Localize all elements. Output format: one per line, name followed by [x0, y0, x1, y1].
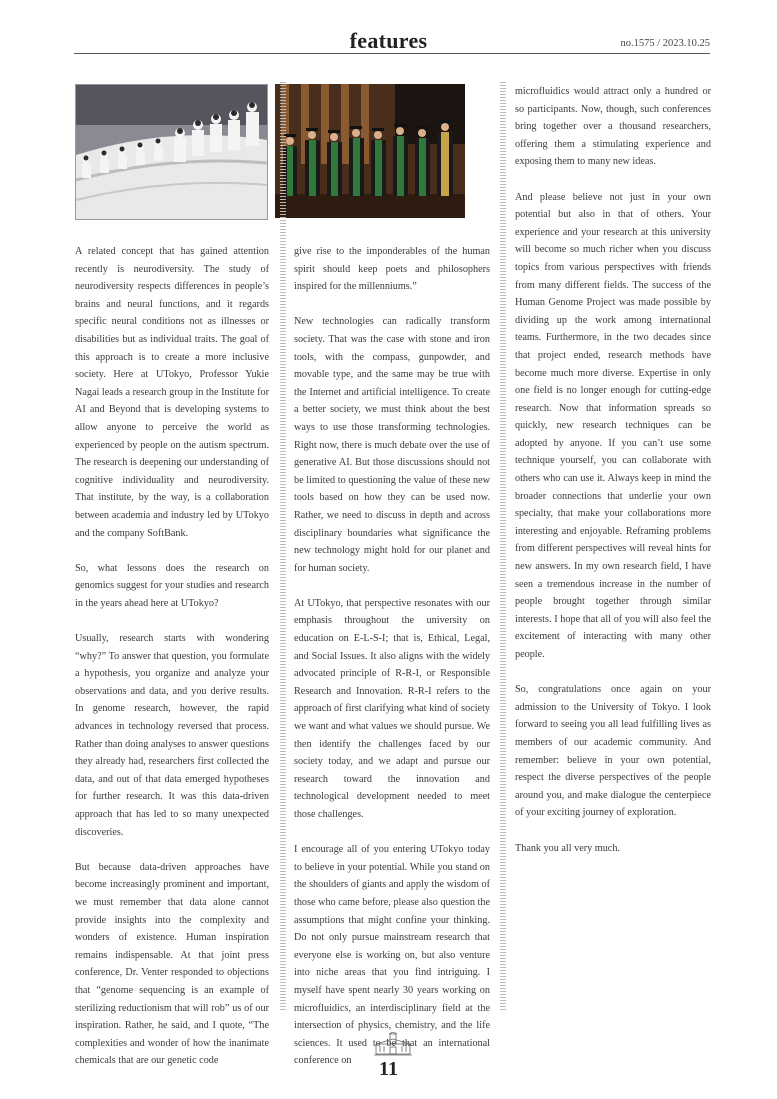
- paragraph: At UTokyo, that perspective resonates with our emphasis throughout the university on education on E-L-S-I; that is, Ethical, Legal, and Social Issues. It also aligns with the widely advocated principle of R-R-I, or Responsible Research and Innovation. R-R-I refers to the approach of first clarifying what kind of society we want and what values we should pursue. We then identify the challenges faced by our society today, and we adapt and pursue our research toward the innovation and technological development needed to meet those challenges.: [294, 597, 490, 820]
- issue-info: no.1575 / 2023.10.25: [620, 38, 710, 49]
- text-column-1: [75, 243, 269, 1088]
- paragraph: I encourage all of you entering UTokyo today to believe in your potential. While you stand on the shoulders of giants and apply the wisdom of those who came before, please also question the assumptions that might confine your thinking. Do not only pursue mainstream research that everyone else is working on, but also venture into niche areas that you find intriguing. I myself have spent nearly 30 years working on microfluidics, an interdisciplinary field at the intersection of physics, chemistry, and the life sciences. It used to be that an international conference on: [294, 844, 490, 1067]
- paragraph: So, congratulations once again on your admission to the University of Tokyo. I look forward to seeing you all lead fulfilling lives as members of our academic community. And remember: believe in your own potential, respect the diverse perspectives of the people around you, and make dialogue the centerpiece of your exciting journey of exploration.: [515, 684, 711, 819]
- page-number: 11: [379, 1058, 398, 1080]
- paragraph: But because data-driven approaches have become increasingly prominent and important, we must remember that data alone cannot provide insights into the complexity and wonders of existence. Human inspiration remains indispensable. At that joint press conference, Dr. Venter responded to objections that “genome sequencing is an example of sterilizing reductionism that will rob” us of our inspiration. Rather, he said, and I quote, “The complexities and wonder of how the inanimate chemicals that are our genetic code: [75, 861, 269, 1067]
- paragraph: Usually, research starts with wondering “why?” To answer that question, you formulate a hypothesis, you organize and analyze your observations and data, and you derive results. In genome research, however, the rapid advances in technology reversed that process. Rather than doing analyses to answer questions they already had, researchers first collected the data, and out of that data emerged hypotheses for further research. It was this data-driven approach that has led to so many unexpected discoveries.: [75, 633, 269, 838]
- paragraph: And please believe not just in your own potential but also in that of others. Your experience and your research at this university will become so much richer when you discuss topics from various perspectives with friends from many different fields. The success of the Human Genome Project was made possible by dividing up the work among international teams. Furthermore, in the two decades since that project ended, research methods have become much more diverse. Expertise in only one field is no longer enough for cutting-edge research. Now that information spreads so quickly, new research techniques can be adopted by anyone. If you can’t use some technique yourself, you can collaborate with others who can use it. Always keep in mind the broader connections that underlie your own specialty, that make your collaborations more interesting and enjoyable. Reframing problems from different perspectives will reveal hints for new answers. In my own research field, I have seen a tremendous increase in the number of people brought together through similar interests. I hope that all of you will also feel the excitement of interacting with many other people.: [515, 191, 711, 660]
- section-title: features: [349, 28, 428, 53]
- graduates-photo: [275, 84, 465, 218]
- column-divider: [280, 82, 286, 1012]
- paragraph: New technologies can radically transform society. That was the case with stone and iron tools, with the compass, gunpowder, and movable type, and the same may be true with the Internet and artificial intelligence. To create a better society, we must think about the best ways to use those transforming technologies. Right now, there is much debate over the use of generative AI. But those discussions should not be limited to questioning the value of these new tools based on how they can be used now. Rather, we need to discuss in depth and across disciplinary boundaries what significance the new technology might hold for our planet and for human society.: [294, 316, 490, 574]
- paragraph: Thank you all very much.: [515, 842, 620, 854]
- text-column-3: [515, 83, 711, 875]
- paragraph: So, what lessons does the research on genomics suggest for your studies and research in the years ahead here at UTokyo?: [75, 562, 269, 609]
- university-building-icon: [374, 1032, 412, 1058]
- choir-photo: [75, 84, 268, 220]
- paragraph: A related concept that has gained attention recently is neurodiversity. The study of neurodiversity respects differences in people’s brains and neural functions, and it regards specific neural conditions not as illnesses or disabilities but as individual traits. The goal of this approach is to create a more inclusive society. Here at UTokyo, Professor Yukie Nagai leads a research group in the Institute for AI and Beyond that is developing systems to allow anyone to perceive the world as experienced by people on the autism spectrum. The research is deepening our understanding of cognitive individuality and neurodiversity. That institute, by the way, is a collaboration between academia and industry led by UTokyo and the company SoftBank.: [75, 246, 269, 539]
- text-column-2: [294, 243, 490, 1088]
- paragraph: give rise to the imponderables of the human spirit should keep poets and philosophers inspired for the millenniums.”: [294, 246, 490, 293]
- column-divider: [500, 82, 506, 1012]
- header-rule: [74, 53, 710, 54]
- paragraph: microfluidics would attract only a hundred or so participants. Now, though, such conferences bring together over a thousand researchers, offering them a stimulating experience and exposing them to many new ideas.: [515, 86, 711, 168]
